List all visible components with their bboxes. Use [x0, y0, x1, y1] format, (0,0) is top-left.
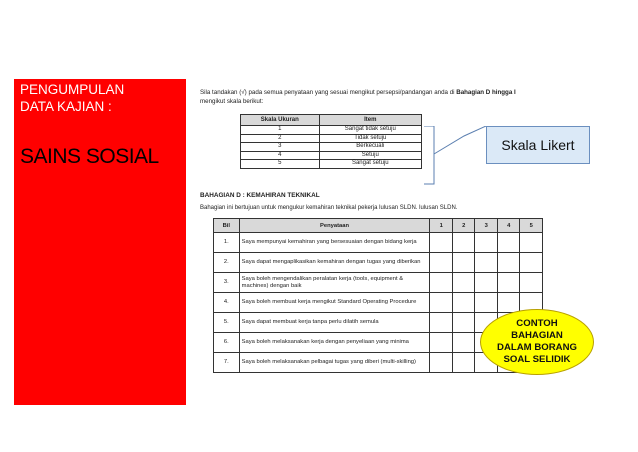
score-cell[interactable] — [452, 233, 475, 253]
scale-value: 2 — [241, 134, 320, 143]
skala-likert-callout: Skala Likert — [486, 126, 590, 164]
scale-value: 1 — [241, 126, 320, 135]
question-number: 5. — [214, 313, 240, 333]
scale-table-header — [241, 115, 422, 126]
panel-heading-line-2: DATA KAJIAN : — [20, 99, 112, 114]
example-section-note — [480, 309, 594, 375]
score-cell[interactable] — [430, 353, 453, 373]
note-line-4: SOAL SELIDIK — [503, 354, 571, 365]
header-score-3: 3 — [475, 219, 498, 233]
note-line-2: BAHAGIAN — [511, 330, 563, 341]
scale-row — [241, 151, 422, 160]
note-line-3: DALAM BORANG — [497, 342, 577, 353]
header-score-5: 5 — [520, 219, 543, 233]
question-row — [214, 273, 543, 293]
panel-heading — [20, 81, 124, 115]
section-intro: Bahagian ini bertujuan untuk mengukur kemahiran teknikal pekerja lulusan SLDN. lulusan SLDN. — [200, 205, 458, 211]
score-cell[interactable] — [430, 313, 453, 333]
question-statement: Saya dapat mengaplikasikan kemahiran dengan tugas yang diberikan — [239, 253, 430, 273]
score-cell[interactable] — [520, 253, 543, 273]
note-line-1: CONTOH — [516, 318, 558, 329]
scale-table — [240, 114, 422, 169]
scale-item: Berkecuali — [319, 143, 421, 152]
score-cell[interactable] — [452, 253, 475, 273]
question-statement: Saya mempunyai kemahiran yang bersesuaian dengan bidang kerja — [239, 233, 430, 253]
panel-heading-line-1: PENGUMPULAN — [20, 82, 125, 97]
instruction-part-1: Sila tandakan (√) pada semua penyataan yang sesuai mengikut persepsi/pandangan anda di — [200, 89, 457, 96]
section-title: BAHAGIAN D : KEMAHIRAN TEKNIKAL — [200, 192, 320, 199]
bracket-connector — [424, 126, 488, 186]
question-row — [214, 293, 543, 313]
scale-header-cell: Skala Ukuran — [241, 115, 320, 126]
score-cell[interactable] — [430, 273, 453, 293]
score-cell[interactable] — [452, 313, 475, 333]
scale-value: 4 — [241, 151, 320, 160]
scale-header-cell: Item — [319, 115, 421, 126]
instruction-text — [200, 88, 540, 106]
score-cell[interactable] — [497, 233, 520, 253]
score-cell[interactable] — [452, 293, 475, 313]
question-statement: Saya boleh mengendalikan peralatan kerja (tools, equipment & machines) dengan baik — [239, 273, 430, 293]
score-cell[interactable] — [430, 233, 453, 253]
scale-row — [241, 143, 422, 152]
panel-title: SAINS SOSIAL — [20, 145, 159, 168]
question-number: 6. — [214, 333, 240, 353]
scale-row — [241, 126, 422, 135]
red-title-panel — [14, 79, 186, 405]
header-penyataan: Penyataan — [239, 219, 430, 233]
question-number: 7. — [214, 353, 240, 373]
score-cell[interactable] — [430, 333, 453, 353]
header-score-1: 1 — [430, 219, 453, 233]
header-score-4: 4 — [497, 219, 520, 233]
question-table-header — [214, 219, 543, 233]
scale-item: Sangat tidak setuju — [319, 126, 421, 135]
scale-item: Setuju — [319, 151, 421, 160]
score-cell[interactable] — [475, 273, 498, 293]
question-number: 4. — [214, 293, 240, 313]
question-statement: Saya boleh melaksanakan pelbagai tugas yang diberi (multi-skilling) — [239, 353, 430, 373]
header-bil: Bil — [214, 219, 240, 233]
score-cell[interactable] — [520, 273, 543, 293]
question-row — [214, 233, 543, 253]
question-number: 2. — [214, 253, 240, 273]
score-cell[interactable] — [497, 293, 520, 313]
question-number: 1. — [214, 233, 240, 253]
instruction-bold: Bahagian D hingga I — [456, 89, 516, 96]
score-cell[interactable] — [430, 293, 453, 313]
score-cell[interactable] — [520, 233, 543, 253]
score-cell[interactable] — [497, 253, 520, 273]
score-cell[interactable] — [475, 233, 498, 253]
score-cell[interactable] — [475, 293, 498, 313]
scale-value: 5 — [241, 160, 320, 169]
score-cell[interactable] — [475, 253, 498, 273]
scale-value: 3 — [241, 143, 320, 152]
instruction-part-2: mengikut skala berikut: — [200, 98, 264, 105]
question-statement: Saya boleh melaksanakan kerja dengan penyeliaan yang minima — [239, 333, 430, 353]
question-row — [214, 253, 543, 273]
score-cell[interactable] — [452, 273, 475, 293]
score-cell[interactable] — [452, 353, 475, 373]
score-cell[interactable] — [430, 253, 453, 273]
question-statement: Saya dapat membuat kerja tanpa perlu dilatih semula — [239, 313, 430, 333]
question-number: 3. — [214, 273, 240, 293]
score-cell[interactable] — [452, 333, 475, 353]
scale-item: Sangat setuju — [319, 160, 421, 169]
scale-row — [241, 134, 422, 143]
header-score-2: 2 — [452, 219, 475, 233]
score-cell[interactable] — [497, 273, 520, 293]
scale-item: Tidak setuju — [319, 134, 421, 143]
scale-row — [241, 160, 422, 169]
question-statement: Saya boleh membuat kerja mengikut Standard Operating Procedure — [239, 293, 430, 313]
